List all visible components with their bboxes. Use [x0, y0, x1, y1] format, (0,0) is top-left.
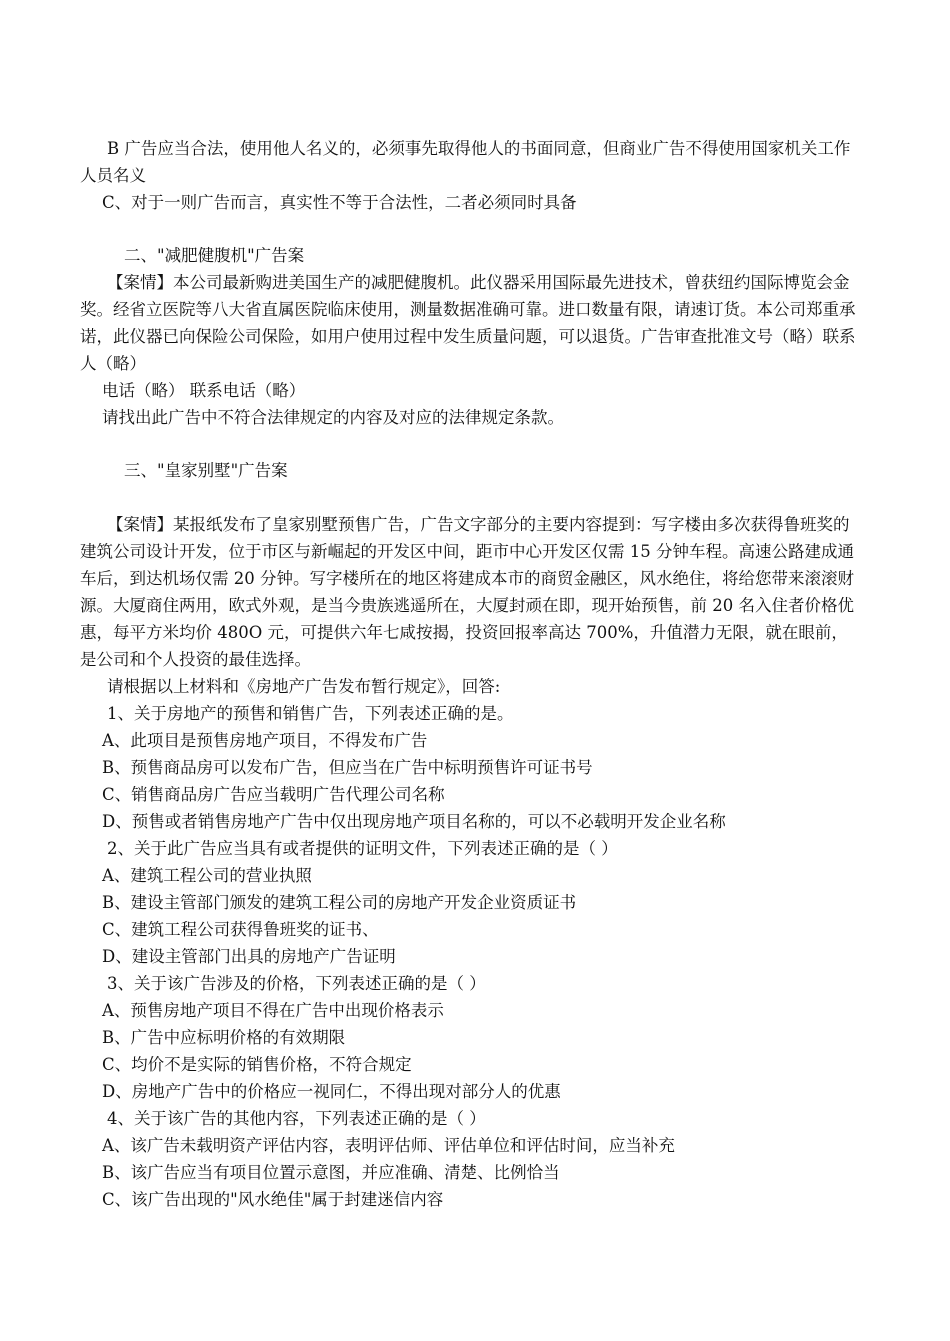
intro-options	[80, 135, 860, 216]
case2-body: 【案情】本公司最新购进美国生产的减肥健腹机。此仪器采用国际最先进技术，曾获纽约国际博览会金奖。经省立医院等八大省直属医院临床使用，测量数据准确可靠。进口数量有限，请速订货。本公司郑重承诺，此仪器已向保险公司保险，如用户使用过程中发生质量问题，可以退货。广告审查批准文号（略）联系人（略）	[80, 273, 856, 373]
question-option: C、该广告出现的"风水绝佳"属于封建迷信内容	[102, 1190, 444, 1209]
intro-option-b: B 广告应当合法，使用他人名义的，必须事先取得他人的书面同意，但商业广告不得使用国家机关工作人员名义	[80, 139, 851, 185]
question-2	[80, 835, 860, 970]
question-3	[80, 970, 860, 1105]
question-option: B、预售商品房可以发布广告，但应当在广告中标明预售许可证书号	[102, 758, 593, 777]
case2-phone: 电话（略） 联系电话（略）	[102, 381, 306, 400]
question-option: A、预售房地产项目不得在广告中出现价格表示	[102, 1001, 444, 1020]
case3-content	[80, 511, 860, 1213]
question-option: D、预售或者销售房地产广告中仅出现房地产项目名称的，可以不必载明开发企业名称	[102, 812, 726, 831]
question-option: A、该广告未载明资产评估内容，表明评估师、评估单位和评估时间，应当补充	[102, 1136, 675, 1155]
case3-body: 【案情】某报纸发布了皇家别墅预售广告，广告文字部分的主要内容提到：写字楼由多次获得鲁班奖的建筑公司设计开发，位于市区与新崛起的开发区中间，距市中心开发区仅需 15 分钟车程。高速公路建成通车后，到达机场仅需 20 分钟。写字楼所在的地区将建成本市的商贸金融区，风水绝住，将给您带来滚滚财源。大厦商住两用，欧式外观，是当今贵族逃遥所在，大厦封顽在即，现开始预售，前 20 名入住者价格优惠，每平方米均价 480O 元，可提供六年七咸按揭，投资回报率高达 700%，升值潜力无限，就在眼前，是公司和个人投资的最佳选择。	[80, 515, 854, 669]
question-4	[80, 1105, 860, 1213]
question-stem: 3、关于该广告涉及的价格，下列表述正确的是（ ）	[107, 974, 486, 993]
question-option: D、房地产广告中的价格应一视同仁，不得出现对部分人的优惠	[102, 1082, 561, 1101]
question-option: A、建筑工程公司的营业执照	[102, 866, 312, 885]
question-option: C、建筑工程公司获得鲁班奖的证书、	[102, 920, 379, 939]
case3-section	[80, 457, 860, 484]
question-stem: 2、关于此广告应当具有或者提供的证明文件，下列表述正确的是（ ）	[107, 839, 618, 858]
question-stem: 1、关于房地产的预售和销售广告，下列表述正确的是。	[107, 704, 514, 723]
intro-option-c: C、对于一则广告而言，真实性不等于合法性，二者必须同时具备	[102, 193, 577, 212]
question-option: B、广告中应标明价格的有效期限	[102, 1028, 346, 1047]
case2-question: 请找出此广告中不符合法律规定的内容及对应的法律规定条款。	[102, 408, 564, 427]
question-option: B、建设主管部门颁发的建筑工程公司的房地产开发企业资质证书	[102, 893, 577, 912]
question-option: D、建设主管部门出具的房地产广告证明	[102, 947, 396, 966]
question-1	[80, 700, 860, 835]
question-option: A、此项目是预售房地产项目，不得发布广告	[102, 731, 428, 750]
case3-instruction: 请根据以上材料和《房地产广告发布暂行规定》，回答:	[107, 677, 501, 696]
question-option: C、均价不是实际的销售价格，不符合规定	[102, 1055, 412, 1074]
case2-section	[80, 242, 860, 431]
question-option: C、销售商品房广告应当载明广告代理公司名称	[102, 785, 445, 804]
case3-heading: 三、"皇家别墅"广告案	[124, 461, 288, 480]
question-stem: 4、关于该广告的其他内容，下列表述正确的是（ ）	[107, 1109, 486, 1128]
question-option: B、该广告应当有项目位置示意图，并应准确、清楚、比例恰当	[102, 1163, 560, 1182]
case2-heading: 二、"减肥健腹机"广告案	[124, 246, 305, 265]
